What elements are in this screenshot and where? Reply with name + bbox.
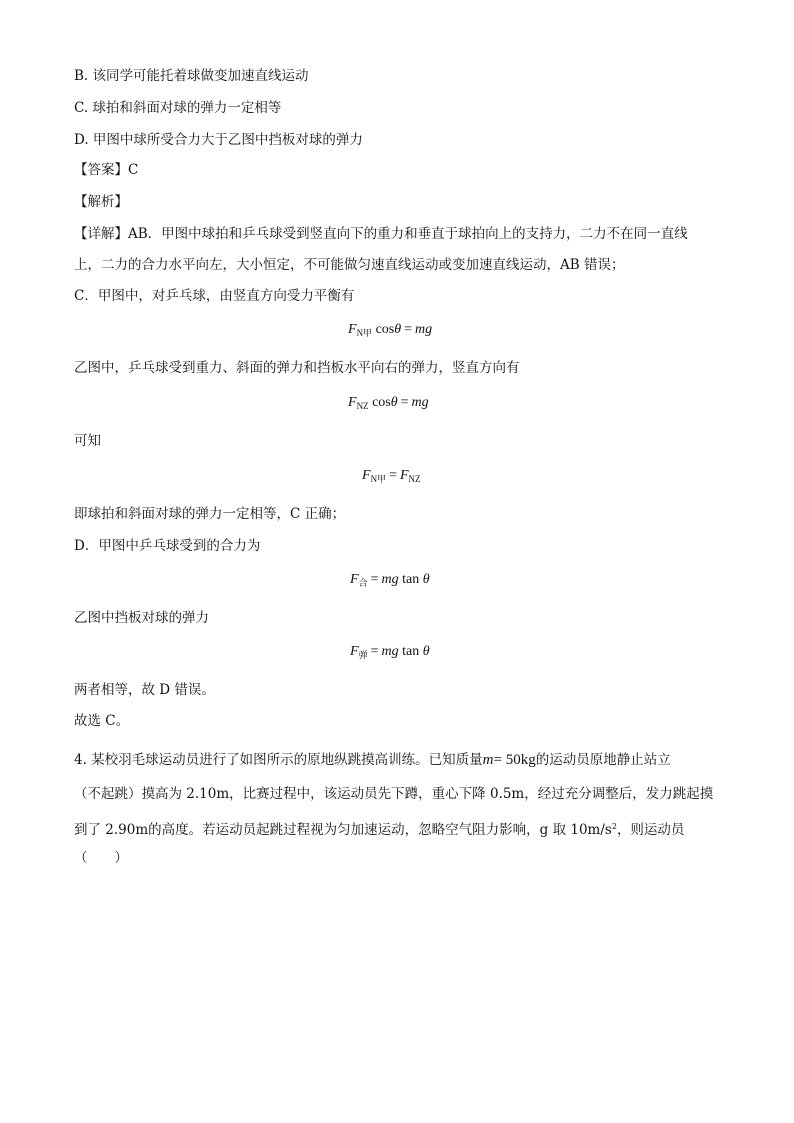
eq3-left-subscript: N甲 [370,474,387,484]
eq4-equals: = [370,572,379,587]
c-intro: C．甲图中，对乒乓球，由竖直方向受力平衡有 [74,288,355,304]
answer-line [74,160,138,180]
c-mid: 乙图中，乒乓球受到重力、斜面的弹力和挡板水平向右的弹力，竖直方向有 [74,360,520,376]
eq5-rhs: mg [381,644,399,659]
answer-label: 【答案】 [74,162,128,178]
analysis-label: 【解析】 [74,194,128,210]
q4-line-3 [74,817,684,840]
eq4-func: tan [402,572,420,587]
equation-2 [348,393,429,416]
eq4-symbol: F [350,572,359,587]
eq2-rhs: mg [411,395,429,410]
c-conclusion: 即球拍和斜面对球的弹力一定相等，C 正确； [74,506,346,522]
eq1-var: θ [394,322,402,337]
option-b: B. 该同学可能托着球做变加速直线运动 [74,68,309,84]
eq1-equals: = [404,322,413,337]
d-intro: D．甲图中乒乓球受到的合力为 [74,538,261,554]
detail-label: 【详解】 [74,226,128,242]
eq5-subscript: 弹 [358,650,368,660]
eq3-right-symbol: F [399,468,409,483]
eq2-symbol: F [348,395,357,410]
q4-line-2: （不起跳）摸高为 2.10m，比赛过程中，该运动员先下蹲，重心下降 0.5m，经过充分调整后，发力跳起摸 [74,786,714,802]
q4-line3-a: 到了 2.90m的高度。若运动员起跳过程视为匀加速运动，忽略空气阻力影响，g 取 10m/s [74,822,612,838]
q4-line1-a: 4. 某校羽毛球运动员进行了如图所示的原地纵跳摸高训练。已知质量 [74,752,483,768]
q4-mass-value: = 50kg [493,752,536,768]
eq2-subscript: NZ [356,401,369,411]
q4-line3-b: ，则运动员 [616,822,685,838]
equation-4 [350,570,430,593]
eq4-var: θ [422,572,430,587]
q4-line3-superscript: 2 [611,822,617,831]
eq4-rhs: mg [381,572,399,587]
eq2-var: θ [390,395,398,410]
eq5-var: θ [422,644,430,659]
detail-line-1 [74,224,688,244]
detail-text-1: AB．甲图中球拍和乒乓球受到竖直向下的重力和垂直于球拍向上的支持力，二力不在同一直线 [128,226,688,242]
q4-mass-symbol: m [482,752,494,768]
detail-line-2: 上，二力的合力水平向左，大小恒定，不可能做匀速直线运动或变加速直线运动，AB 错误； [74,257,625,273]
eq5-symbol: F [350,644,359,659]
eq2-equals: = [400,395,409,410]
d-mid: 乙图中挡板对球的弹力 [74,610,209,626]
q4-line-1 [74,750,671,770]
q4-line1-b: 的运动员原地静止站立 [535,752,671,768]
eq2-func: cos [372,395,391,410]
option-c: C. 球拍和斜面对球的弹力一定相等 [74,100,282,116]
q4-line-4: （ ） [74,850,128,866]
eq3-right-subscript: NZ [408,474,421,484]
equation-5 [350,642,430,665]
option-d: D. 甲图中球所受合力大于乙图中挡板对球的弹力 [74,132,363,148]
eq1-subscript: N甲 [356,328,373,338]
equation-3 [362,466,421,489]
d-conclusion: 两者相等，故 D 错误。 [74,682,215,698]
knowable: 可知 [74,433,101,449]
eq1-rhs: mg [415,322,433,337]
eq1-symbol: F [348,322,357,337]
eq4-subscript: 合 [358,578,368,588]
eq5-func: tan [402,644,420,659]
eq3-left-symbol: F [362,468,371,483]
answer-value: C [128,162,139,178]
eq1-func: cos [375,322,395,337]
eq3-equals: = [389,468,397,483]
eq5-equals: = [370,644,379,659]
equation-1 [348,320,432,343]
choose-line: 故选 C。 [74,713,130,729]
